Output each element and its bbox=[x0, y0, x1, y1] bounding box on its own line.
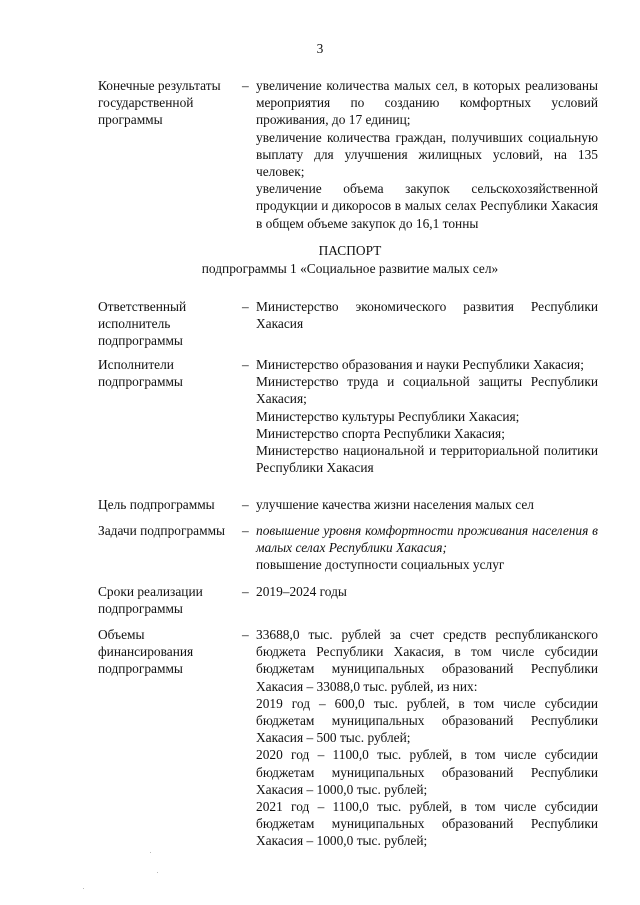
passport-title: ПАСПОРТ bbox=[318, 243, 382, 258]
row-label: Цель подпрограммы bbox=[98, 497, 215, 512]
row-item: 2020 год – 1100,0 тыс. рублей, в том числе субсидии бюджетам муниципальных образований Республики Хакасия – 1000,0 тыс. рублей; bbox=[256, 747, 598, 797]
passport-row-responsible bbox=[98, 298, 598, 350]
result-item: увеличение объема закупок сельскохозяйственной продукции и дикоросов в малых селах Республики Хакасия в общем объеме закупок до 16,1 тонны bbox=[256, 181, 598, 231]
row-item: повышение уровня комфортности проживания населения в малых селах Республики Хакасия; bbox=[256, 523, 598, 556]
separator-dash: – bbox=[242, 627, 249, 642]
page-number: 3 bbox=[316, 41, 324, 56]
row-item: повышение доступности социальных услуг bbox=[256, 557, 505, 573]
row-label: Объемы финансирования подпрограммы bbox=[98, 627, 194, 677]
row-item: 2021 год – 1100,0 тыс. рублей, в том числе субсидии бюджетам муниципальных образований Республики Хакасия – 1000,0 тыс. рублей; bbox=[256, 799, 598, 849]
separator-dash: – bbox=[242, 584, 249, 599]
passport-subtitle: подпрограммы 1 «Социальное развитие малых сел» bbox=[201, 261, 499, 276]
row-item: Министерство культуры Республики Хакасия; bbox=[256, 408, 520, 424]
row-value bbox=[256, 356, 598, 476]
row-label: Исполнители подпрограммы bbox=[98, 357, 183, 390]
row-item: Министерство национальной и территориальной политики Республики Хакасия bbox=[256, 443, 598, 476]
program-results-label: Конечные результаты государственной программы bbox=[98, 78, 221, 128]
row-item: 33688,0 тыс. рублей за счет средств республиканского бюджета Республики Хакасия, в том числе субсидии бюджетам муниципальных образований Республики Хакасия – 33088,0 тыс. рублей, из них: bbox=[256, 627, 598, 694]
row-value bbox=[256, 583, 598, 617]
row-item: Министерство образования и науки Республики Хакасия; bbox=[256, 357, 584, 372]
row-item: Министерство экономического развития Республики Хакасия bbox=[256, 299, 598, 332]
separator-dash: – bbox=[242, 523, 249, 538]
separator-dash: – bbox=[242, 299, 249, 314]
passport-row-executors bbox=[98, 356, 598, 476]
scan-speck bbox=[157, 872, 158, 873]
passport-row-goal bbox=[98, 496, 598, 513]
program-results-section bbox=[98, 77, 598, 232]
row-item: 2019 год – 600,0 тыс. рублей, в том числе субсидии бюджетам муниципальных образований Республики Хакасия – 500 тыс. рублей; bbox=[256, 695, 598, 746]
passport-row-funding bbox=[98, 626, 598, 850]
scan-speck bbox=[150, 852, 151, 853]
row-label: Ответственный исполнитель подпрограммы bbox=[98, 299, 187, 349]
row-value bbox=[256, 298, 598, 350]
program-results-value bbox=[256, 77, 598, 232]
row-item: Министерство труда и социальной защиты Республики Хакасия; bbox=[256, 374, 598, 407]
separator-dash: – bbox=[242, 497, 249, 512]
passport-row-timeframe bbox=[98, 583, 598, 617]
row-label: Задачи подпрограммы bbox=[98, 523, 226, 538]
separator-dash: – bbox=[242, 357, 249, 372]
row-item: 2019–2024 годы bbox=[256, 584, 347, 599]
row-item: улучшение качества жизни населения малых сел bbox=[256, 497, 534, 512]
row-value bbox=[256, 496, 598, 513]
result-item: увеличение количества граждан, получивших социальную выплату для улучшения жилищных условий, на 135 человек; bbox=[256, 129, 598, 180]
scan-speck bbox=[83, 888, 84, 889]
row-value bbox=[256, 522, 598, 574]
passport-row-tasks bbox=[98, 522, 598, 574]
separator-dash: – bbox=[242, 78, 249, 93]
result-item: увеличение количества малых сел, в которых реализованы мероприятия по созданию комфортных условий проживания, до 17 единиц; bbox=[256, 78, 598, 128]
row-value bbox=[256, 626, 598, 850]
row-item: Министерство спорта Республики Хакасия; bbox=[256, 425, 505, 441]
row-label: Сроки реализации подпрограммы bbox=[98, 584, 203, 617]
